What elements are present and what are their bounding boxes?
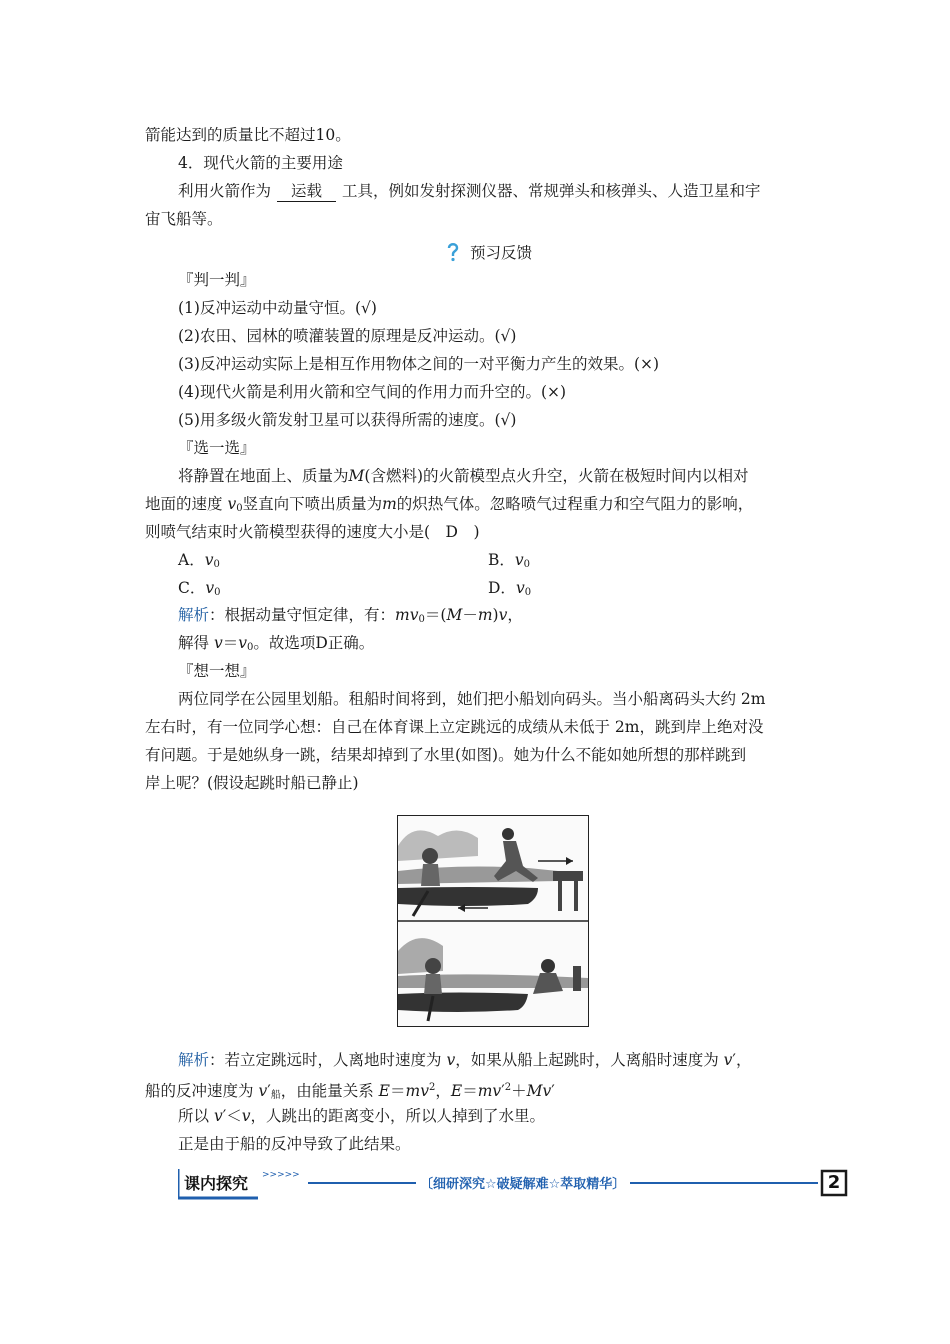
banner-arrows: >>>>> bbox=[262, 1170, 300, 1180]
text-line: 宙飞船等。 bbox=[145, 210, 223, 228]
judge-heading: 『判一判』 bbox=[178, 271, 256, 289]
analysis: 所以 v′＜v，人跳出的距离变小，所以人掉到了水里。 bbox=[178, 1107, 546, 1125]
section-title: 预习反馈 bbox=[446, 242, 532, 263]
think-text: 左右时，有一位同学心想：自己在体育课上立定跳远的成绩从未低于 2m，跳到岸上绝对没 bbox=[145, 718, 764, 736]
heading-uses: 4．现代火箭的主要用途 bbox=[178, 154, 343, 172]
fill-blank: 运载 bbox=[277, 181, 336, 202]
option-a: A．$v_0$ bbox=[178, 551, 220, 570]
question-icon bbox=[446, 242, 460, 262]
question-text: 地面的速度 $v_0$竖直向下喷出质量为m的炽热气体。忽略喷气过程重力和空气阻力的影响， bbox=[145, 495, 754, 514]
think-text: 有问题。于是她纵身一跳，结果却掉到了水里(如图)。她为什么不能如她所想的那样跳到 bbox=[145, 746, 747, 764]
judge-item: (3)反冲运动实际上是相互作用物体之间的一对平衡力产生的效果。(×) bbox=[178, 355, 660, 373]
judge-item: (5)用多级火箭发射卫星可以获得所需的速度。(√) bbox=[178, 411, 517, 429]
analysis: 正是由于船的反冲导致了此结果。 bbox=[178, 1135, 411, 1153]
question-text: 则喷气结束时火箭模型获得的速度大小是( D ) bbox=[145, 523, 480, 541]
banner-slogan: 〔细研深究☆破疑解难☆萃取精华〕 bbox=[420, 1177, 626, 1192]
analysis-label: 解析 bbox=[178, 1051, 210, 1069]
analysis: 船的反冲速度为 $v'_船$，由能量关系 $E=mv^2$，$E=mv'^2+Mv'$ bbox=[145, 1082, 555, 1101]
judge-item: (2)农田、园林的喷灌装置的原理是反冲运动。(√) bbox=[178, 327, 517, 345]
think-heading: 『想一想』 bbox=[178, 662, 256, 680]
judge-item: (4)现代火箭是利用火箭和空气间的作用力而升空的。(×) bbox=[178, 383, 567, 401]
option-b: B．$v_0$ bbox=[488, 551, 531, 570]
text-line: 利用火箭作为 运载 工具，例如发射探测仪器、常规弹头和核弹头、人造卫星和宇 bbox=[178, 182, 761, 200]
page-number: 2 bbox=[827, 1172, 841, 1193]
banner-tag: 课内探究 bbox=[184, 1174, 249, 1193]
section-banner bbox=[178, 1168, 850, 1200]
analysis: 解得 $v=v_0$。故选项D正确。 bbox=[178, 634, 375, 653]
choose-heading: 『选一选』 bbox=[178, 439, 256, 457]
boat-jump-illustration bbox=[397, 815, 589, 1027]
option-c: C．$v_0$ bbox=[178, 579, 221, 598]
analysis: 解析：根据动量守恒定律，有：$mv_0=(M-m)v$， bbox=[178, 606, 523, 625]
analysis-label: 解析 bbox=[178, 606, 210, 624]
analysis: 解析：若立定跳远时，人离地时速度为 v，如果从船上起跳时，人离船时速度为 v′， bbox=[178, 1051, 752, 1069]
option-d: D．$v_0$ bbox=[488, 579, 532, 598]
text-line: 箭能达到的质量比不超过10。 bbox=[145, 126, 351, 144]
judge-item: (1)反冲运动中动量守恒。(√) bbox=[178, 299, 377, 317]
think-text: 两位同学在公园里划船。租船时间将到，她们把小船划向码头。当小船离码头大约 2m bbox=[178, 690, 766, 708]
question-text: 将静置在地面上、质量为M(含燃料)的火箭模型点火升空，火箭在极短时间内以相对 bbox=[178, 467, 749, 485]
think-text: 岸上呢？(假设起跳时船已静止) bbox=[145, 774, 359, 792]
